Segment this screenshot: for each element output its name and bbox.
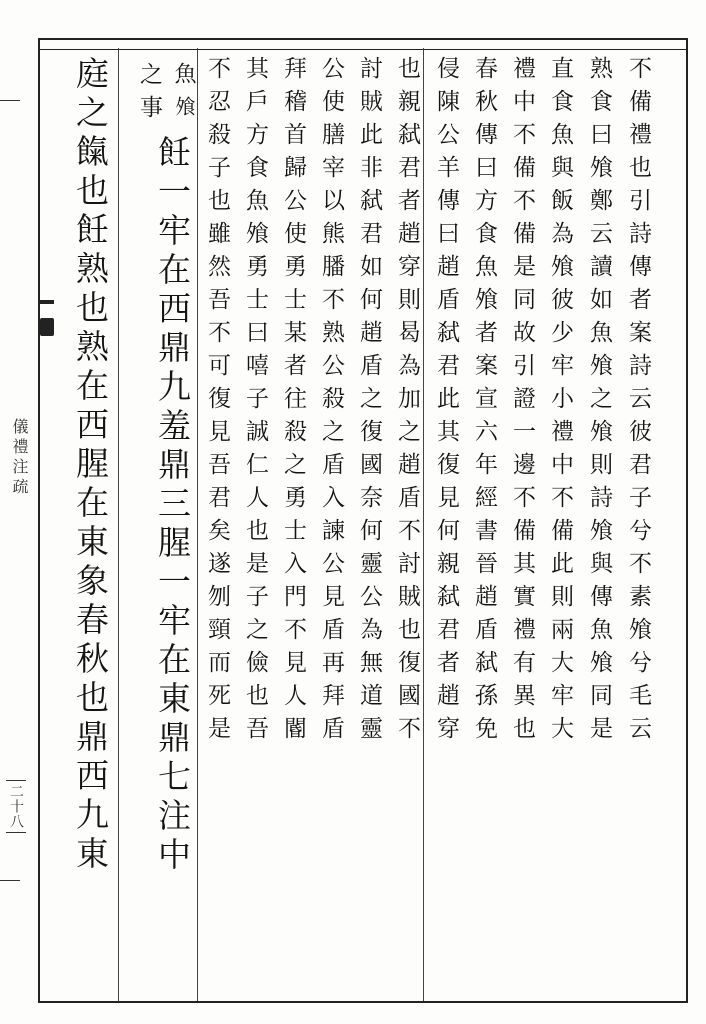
text-column: 不忍殺子也雖然吾不可復見吾君矣遂刎頸而死是 — [204, 56, 230, 749]
text-column: 直食魚與飯為飧彼少牢小禮中不備此則兩大牢大 — [547, 56, 573, 749]
page-number: 二十八 — [6, 780, 26, 833]
right-border — [686, 38, 688, 1003]
column-divider — [197, 48, 198, 1001]
text-column: 禮中不備不備是同故引證一邊不備其實禮有異也 — [509, 56, 535, 749]
text-column: 春秋傳曰方食魚飧者案宣六年經書晉趙盾弑孫免 — [471, 56, 497, 749]
bottom-border — [38, 1001, 688, 1003]
left-border — [38, 38, 40, 1003]
top-border — [38, 38, 688, 50]
text-column: 熟食曰飧鄭云讀如魚飧之飧則詩飧與傳魚飧同是 — [586, 56, 612, 749]
text-column: 討賊此非弑君如何趙盾之復國奈何靈公為無道靈 — [356, 56, 382, 749]
text-column: 不備禮也引詩傳者案詩云彼君子兮不素飧兮毛云 — [625, 56, 651, 749]
book-title-margin: 儀禮注疏 — [10, 418, 29, 498]
column-divider — [423, 48, 424, 1001]
fish-tail-mark — [40, 318, 54, 336]
edge-tick — [0, 100, 20, 101]
text-column: 之事 — [136, 62, 162, 128]
text-column: 侵陳公羊傳曰趙盾弑君此其復見何親弑君者趙穿 — [433, 56, 459, 749]
main-text-column: 飪一牢在西鼎九羞鼎三腥一牢在東鼎七注中 — [153, 135, 192, 876]
note-character: 魚 — [171, 62, 196, 93]
text-column: 也親弑君者趙穿則曷為加之趙盾不討賊也復國不 — [394, 56, 420, 749]
note-character: 飧 — [172, 96, 196, 125]
margin-mark — [40, 300, 54, 304]
main-text-column: 庭之餼也飪熟也熟在西腥在東象春秋也鼎西九東 — [71, 56, 110, 875]
edge-tick — [0, 880, 20, 881]
column-divider — [118, 48, 119, 1001]
text-column: 拜稽首歸公使勇士某者往殺之勇士入門不見人閽 — [280, 56, 306, 749]
text-column: 其戶方食魚飧勇士曰嘻子誠仁人也是子之儉也吾 — [242, 56, 268, 749]
text-column: 公使膳宰以熊膰不熟公殺之盾入諫公見盾再拜盾 — [318, 56, 344, 749]
